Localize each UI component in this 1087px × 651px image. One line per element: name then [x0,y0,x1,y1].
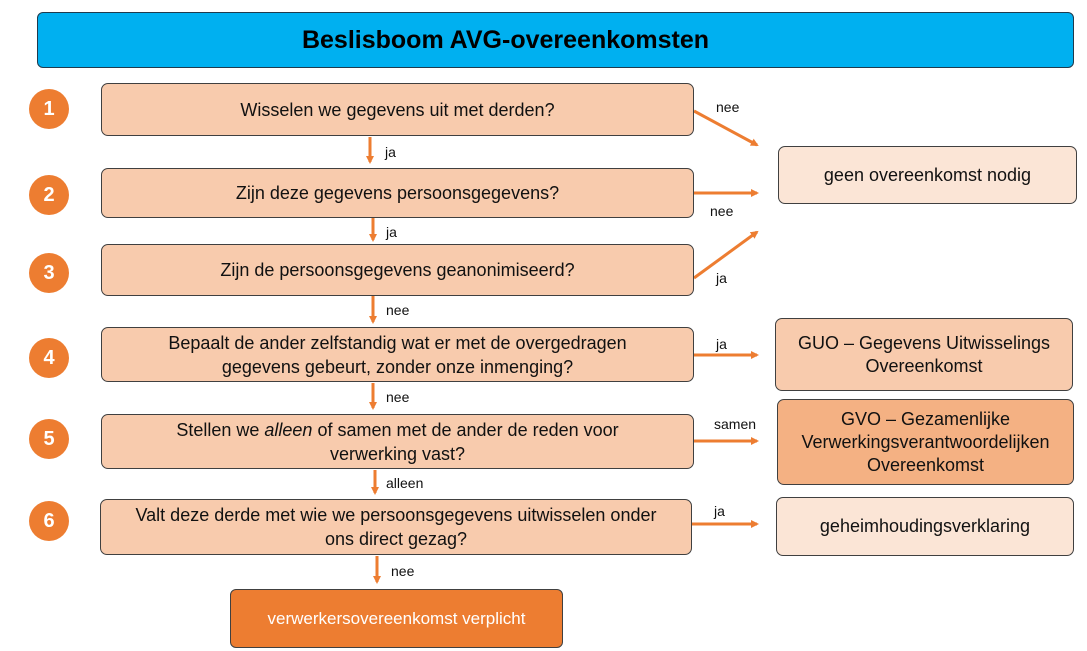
outcome-geheimhouding [776,497,1074,556]
question-box-2 [101,168,694,218]
outcome-verwerker-text: verwerkersovereenkomst verplicht [267,608,526,628]
question-box-4 [101,327,694,382]
outcome-geen-text: geen overeenkomst nodig [823,164,1032,185]
step-number-1: 1 [29,89,69,129]
question-text-5-after: of samen met de ander de reden voor verwerking vast? [312,419,619,464]
question-text-5-before: Stellen we [176,419,265,440]
outcome-geheimhouding-text: geheimhoudingsverklaring [819,516,1031,536]
label-step4-down: nee [386,389,410,405]
step-number-2: 2 [29,175,69,215]
question-text-4: Bepaalt de ander zelfstandig wat er met de overgedragen gegevens gebeurt, zonder onze inmenging? [168,332,627,377]
step-number-6: 6 [29,501,69,541]
question-box-3 [101,244,694,296]
label-step6-side: ja [714,503,725,519]
question-text-1: Wisselen we gegevens uit met derden? [240,99,555,120]
label-step5-side: samen [714,416,757,432]
label-step3-down: nee [386,302,410,318]
page-title: Beslisboom AVG-overeenkomsten [301,25,710,54]
outcome-guo [775,318,1073,391]
question-text-3: Zijn de persoonsgegevens geanonimiseerd? [220,260,575,280]
question-text-2: Zijn deze gegevens persoonsgegevens? [235,183,560,203]
question-text-6: Valt deze derde met wie we persoonsgegevens uitwisselen onder ons direct gezag? [135,505,657,549]
title-bar [37,12,1074,68]
outcome-geen-overeenkomst [778,146,1077,204]
label-step2-side: nee [710,203,734,219]
step-number-5: 5 [29,419,69,459]
step-number-4: 4 [29,338,69,378]
label-step6-down: nee [391,563,415,579]
question-text-5 [147,418,648,466]
label-step2-down: ja [386,224,397,240]
question-text-5-emphasis: alleen [264,419,313,440]
label-step4-side: ja [716,336,727,352]
label-step3-side: ja [716,270,727,286]
outcome-guo-text: GUO – Gegevens Uitwisselings Overeenkomst [797,332,1051,376]
arrow-1-side [694,111,757,145]
outcome-gvo [777,399,1074,485]
label-step5-down: alleen [386,475,424,491]
question-box-6 [100,499,692,555]
question-box-5 [101,414,694,469]
outcome-gvo-text: GVO – Gezamenlijke Verwerkingsverantwoordelijken Overeenkomst [801,408,1050,475]
label-step1-down: ja [385,144,396,160]
outcome-verwerkersovereenkomst [230,589,563,648]
label-step1-side: nee [716,99,740,115]
question-box-1 [101,83,694,136]
step-number-3: 3 [29,253,69,293]
